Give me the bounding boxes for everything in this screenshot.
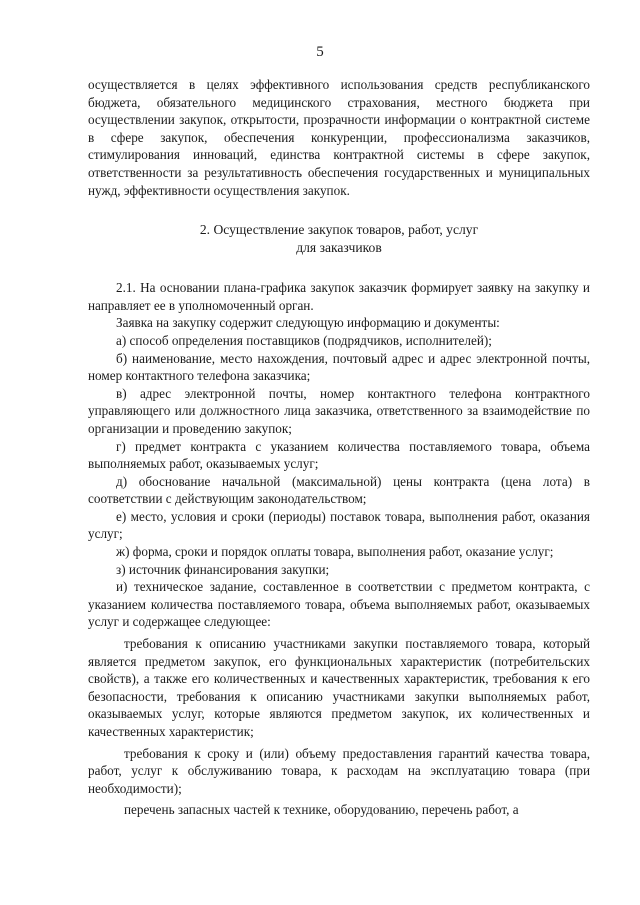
list-item-e: е) место, условия и сроки (периоды) поставок товара, выполнения работ, оказания услуг; (88, 508, 590, 542)
section-heading (88, 221, 590, 257)
list-item-zh: ж) форма, сроки и порядок оплаты товара, выполнения работ, оказание услуг; (116, 544, 554, 560)
list-item-g: г) предмет контракта с указанием количества поставляемого товара, объема выполняемых работ, оказываемых услуг; (88, 438, 590, 472)
intro-paragraph: осуществляется в целях эффективного использования средств республиканского бюджета, обязательного медицинского страхования, местного бюджета при осуществлении закупок, открытости, прозрачности информации о контрактной системе в сфере закупок, обеспечения конкуренции, профессионализма заказчиков, стимулирования инноваций, единства контрактной системы в сфере закупок, ответственности за результативность обеспечения государственных и муниципальных нужд, эффективности осуществления закупок. (88, 77, 590, 198)
paragraph-request-contents: Заявка на закупку содержит следующую информацию и документы: (116, 315, 500, 331)
page-number: 5 (316, 44, 324, 60)
list-item-a: а) способ определения поставщиков (подрядчиков, исполнителей); (116, 332, 492, 348)
paragraph-2-1: 2.1. На основании плана-графика закупок заказчик формирует заявку на закупку и направляет ее в уполномоченный орган. (88, 280, 590, 313)
section-heading-line-2: для заказчиков (296, 240, 382, 256)
list-item-i: и) техническое задание, составленное в соответствии с предметом контракта, с указанием количества поставляемого товара, объема выполняемых работ, оказываемых услуг и содержащее следующее: (88, 579, 590, 630)
list-item-v: в) адрес электронной почты, номер контактного телефона контрактного управляющего или должностного лица заказчика, ответственного за взаимодействие по организации и проведению закупок; (88, 385, 590, 436)
sub-item-description-requirements: требования к описанию участниками закупки поставляемого товара, который является предметом закупок, его функциональных характеристик (потребительских свойств), а также его количественных и качественных характеристик, требования к его безопасности, требования к описанию участниками закупки выполняемых работ, оказываемых услуг, которые являются предметом закупок, их количественных и качественных характеристик; (88, 636, 590, 739)
list-item-z: з) источник финансирования закупки; (116, 561, 330, 577)
sub-item-guarantee-requirements: требования к сроку и (или) объему предоставления гарантий качества товара, работ, услуг к обслуживанию товара, к расходам на эксплуатацию товара (при необходимости); (88, 745, 590, 796)
section-heading-line-1: 2. Осуществление закупок товаров, работ, услуг (199, 222, 479, 238)
list-item-b: б) наименование, место нахождения, почтовый адрес и адрес электронной почты, номер контактного телефона заказчика; (88, 350, 590, 384)
list-item-d: д) обоснование начальной (максимальной) цены контракта (цена лота) в соответствии с действующим законодательством; (88, 473, 590, 507)
sub-item-spare-parts: перечень запасных частей к технике, оборудованию, перечень работ, а (124, 802, 519, 818)
document-body (88, 76, 590, 819)
